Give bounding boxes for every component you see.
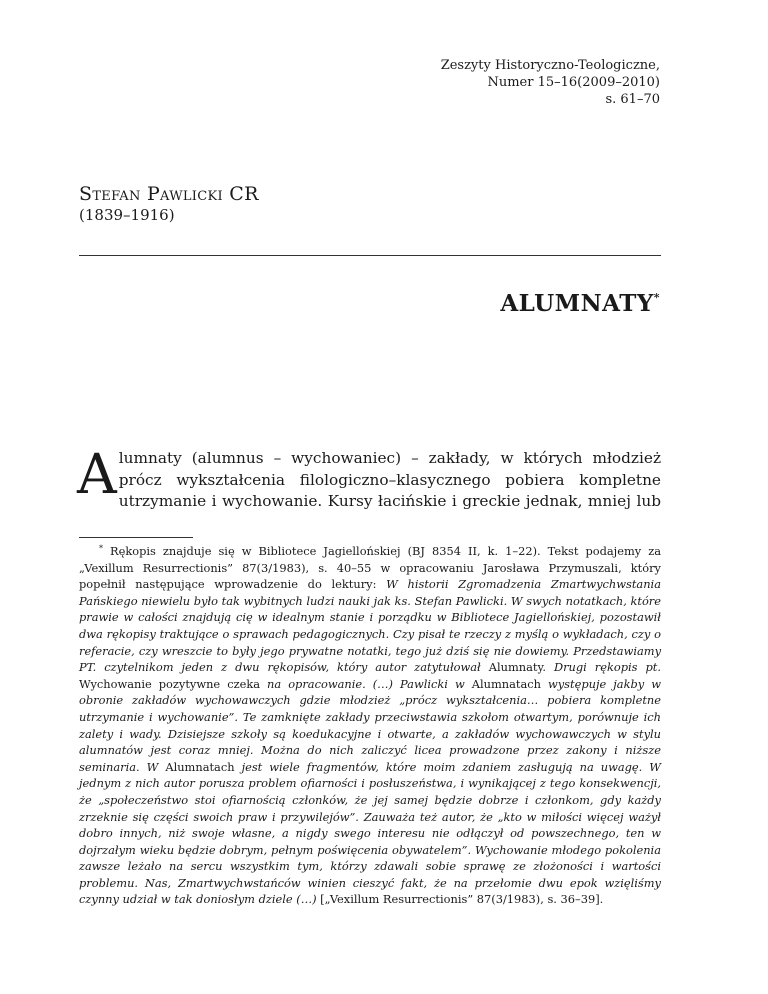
journal-issue: Numer 15–16(2009–2010)	[487, 75, 660, 90]
footnote-text-6: [„Vexillum Resurrectionis” 87(3/1983), s. 36–39].	[316, 892, 604, 907]
journal-pages: s. 61–70	[605, 92, 660, 107]
drop-cap: A	[77, 442, 117, 506]
footnote-text-4: Alumnatach	[464, 676, 548, 691]
article-title	[500, 284, 660, 318]
footnote-text-5: Alumnatach	[158, 759, 242, 774]
article-title-text: ALUMNATY	[500, 290, 654, 317]
author-name: Stefan Pawlicki CR	[79, 183, 259, 205]
footnote-text-1: Rękopis znajduje się w Bibliotece Jagiellońskiej (BJ 8354 II, k. 1–22). Tekst podajemy za „Vexillum Resurrectionis” 87(3/1983), s. 40–55 w opracowaniu Jarosława Przymuszali, który popełnił następujące wprowadzenie do lektury:	[79, 544, 661, 592]
footnote-mark: *	[99, 544, 103, 553]
header-divider	[79, 255, 661, 256]
footnote-italic-4: występuje jakby w obronie zakładów wychowawczych gdzie młodzież „prócz wykształcenia… pobiera kompletne utrzymanie i wychowanie”. Te zamknięte zakłady przeciwstawia szkołom otwartym, porównuje ich zalety i wady. Dzisiejsze szkoły są koedukacyjne i otwarte, a zakładów wychowawczych w stylu alumnatów jest coraz mniej. Można do nich zaliczyć licea prowadzone przez zakony i niższe seminaria. W	[79, 676, 661, 774]
footnote-text-2: Alumnaty.	[480, 660, 554, 675]
journal-header	[441, 57, 660, 108]
footnote	[79, 541, 661, 908]
footnote-italic-2: Drugi rękopis pt.	[553, 660, 661, 675]
footnote-divider	[79, 537, 193, 538]
body-text: lumnaty (alumnus – wychowaniec) – zakłady, w których młodzież prócz wykształcenia filologiczno–klasycznego pobiera kompletne utrzymanie i wychowanie. Kursy łacińskie i greckie jednak, mniej lub	[118, 449, 661, 511]
footnote-reference-mark: *	[653, 291, 660, 304]
author-years: (1839–1916)	[79, 206, 175, 224]
body-paragraph	[77, 442, 661, 513]
footnote-italic-5: jest wiele fragmentów, które moim zdaniem zasługują na uwagę. W jednym z nich autor porusza problem ofiarności i posłuszeństwa, i wynikającej z tego konsekwencji, że „społeczeństwo stoi ofiarnością członków, że jej samej będzie dobrze i członkom, gdy każdy zrzeknie się części swoich praw i przywilejów”. Zauważa też autor, że „kto w miłości więcej ważył dobro innych, niż swoje własne, a nigdy swego interesu nie odłączył od powszechnego, ten w dojrzałym wieku będzie dobrym, pełnym poświęcenia obywatelem”. Wychowanie młodego pokolenia zawsze leżało na sercu wszystkim tym, którzy zdawali sobie sprawę ze złożoności i wartości problemu. Nas, Zmartwychwstańców winien cieszyć fakt, że na przełomie dwu epok wzięliśmy czynny udział w tak doniosłym dziele (…)	[79, 759, 661, 907]
journal-name: Zeszyty Historyczno-Teologiczne,	[440, 58, 660, 73]
footnote-text-3: Wychowanie pozytywne czeka	[79, 676, 268, 691]
footnote-italic-1: W historii Zgromadzenia Zmartwychwstania Pańskiego niewielu było tak wybitnych ludzi nauki jak ks. Stefan Pawlicki. W swych notatkach, które prawie w całości znajdują cię w idealnym stanie i porządku w Bibliotece Jagiellońskiej, pozostawił dwa rękopisy traktujące o sprawach pedagogicznych. Czy pisał te rzeczy z myślą o wykładach, czy o referacie, czy wreszcie to były jego prywatne notatki, tego już dziś się nie dowiemy. Przedstawiamy PT. czytelnikom jeden z dwu rękopisów, który autor zatytułował	[79, 577, 661, 675]
footnote-italic-3: na opracowanie. (…) Pawlicki w	[267, 676, 465, 691]
